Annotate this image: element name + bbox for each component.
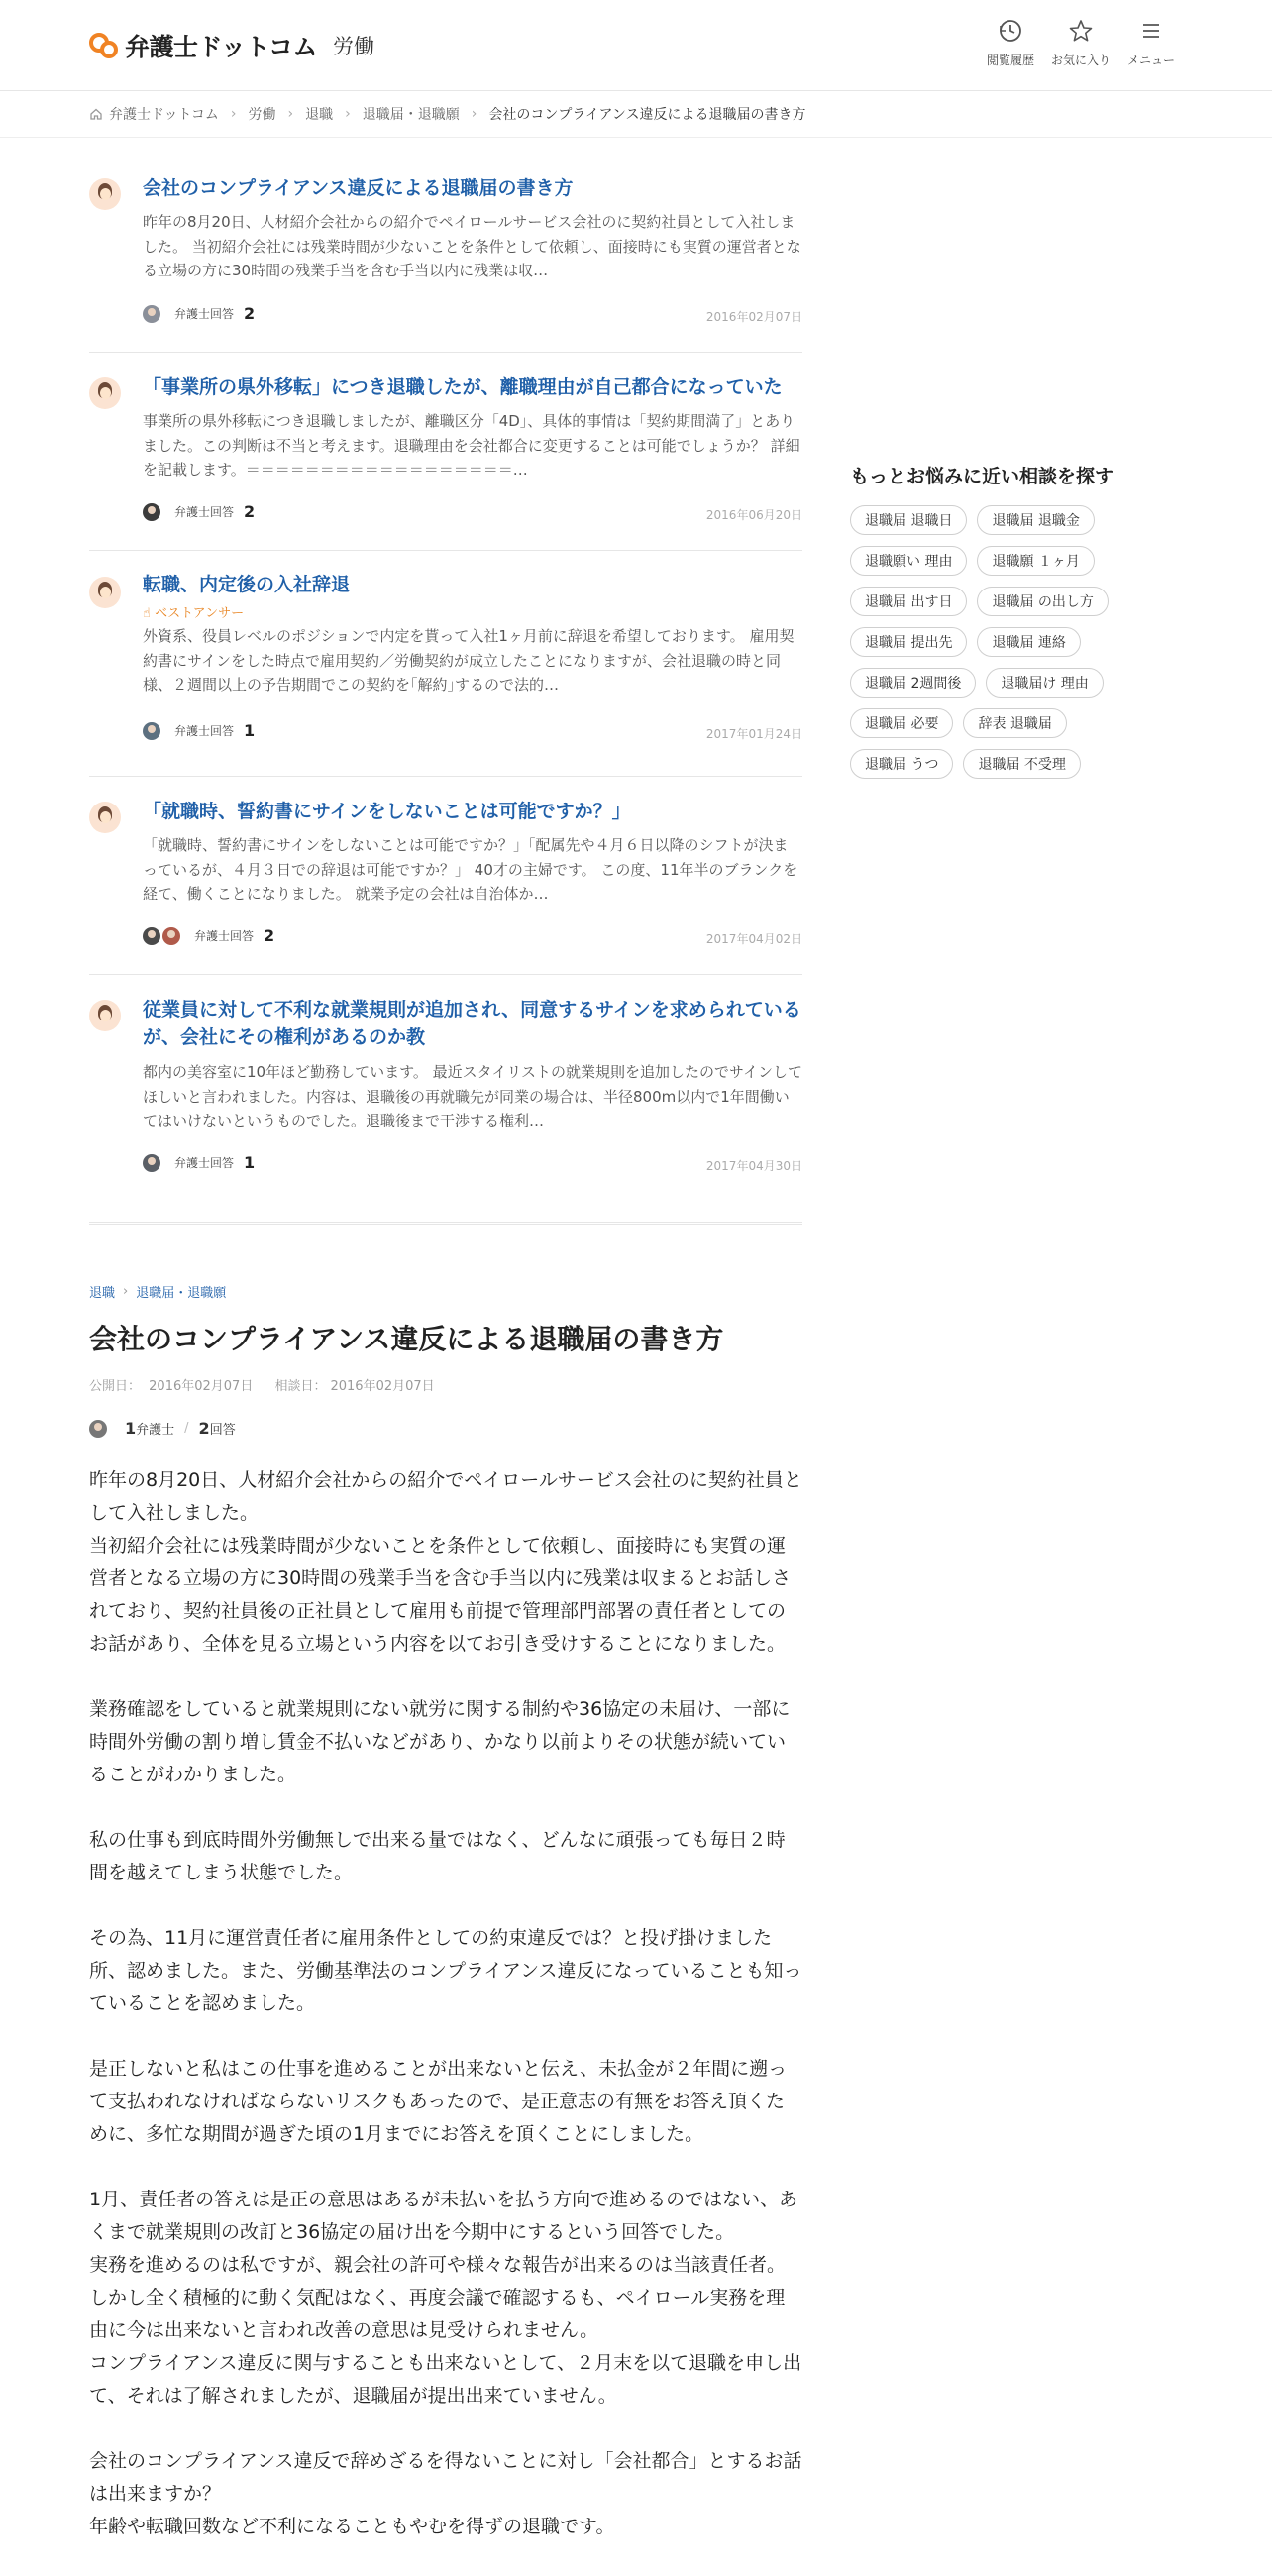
chevron-right-icon: ›	[123, 1284, 129, 1299]
thread-item[interactable]	[89, 551, 802, 777]
article-breadcrumb	[89, 1282, 226, 1301]
article-answer-summary	[89, 1419, 236, 1438]
thread-meta	[143, 304, 255, 323]
breadcrumb-resignation-letter[interactable]: 退職届・退職願	[362, 107, 460, 123]
tag-link[interactable]: 退職願い 理由	[850, 546, 967, 576]
article-category-retirement[interactable]: 退職	[89, 1286, 116, 1301]
answer-label: 弁護士回答	[174, 1156, 235, 1170]
thread-title[interactable]: 転職、内定後の入社辞退	[143, 574, 351, 595]
article-paragraph: 昨年の8月20日、人材紹介会社からの紹介でペイロールサービス会社のに契約社員として入社しました。 当初紹介会社には残業時間が少ないことを条件として依頼し、面接時にも実質の運営者となる立場の方に30時間の残業手当を含む手当以内に残業は収まるとお話しされており、契約社員後の正社員として雇用も前提で管理部門部署の責任者としてのお話があり、全体を見る立場という内容を以てお引き受けすることになりました。	[89, 1469, 802, 1655]
tag-link[interactable]: 辞表 退職届	[963, 708, 1066, 738]
article-paragraph: 私の仕事も到底時間外労働無しで出来る量ではなく、どんなに頑張っても毎日２時間を越えてしまう状態でした。	[89, 1829, 786, 1883]
thread-meta	[143, 1153, 255, 1172]
breadcrumb-retirement[interactable]: 退職	[305, 107, 334, 123]
history-label: 閲覧履歴	[986, 54, 1034, 67]
chevron-right-icon: ›	[471, 106, 477, 122]
thread-title[interactable]: 従業員に対して不利な就業規則が追加され、同意するサインを求められているが、会社にその権利があるのか教	[143, 999, 801, 1048]
lawyer-avatar	[162, 927, 180, 945]
thread-item[interactable]	[89, 777, 802, 975]
answer-label: 弁護士回答	[194, 929, 255, 943]
logo-text: 弁護士ドットコム	[125, 33, 318, 61]
thread-excerpt: 都内の美容室に10年ほど勤務しています。 最近スタイリストの就業規則を追加したのでサインしてほしいと言われました。内容は、退職後の再就職先が同業の場合は、半径800m以内で1年間働いてはいけないというものでした。退職後まで干渉する権利…	[143, 1063, 802, 1129]
answer-label: 弁護士回答	[174, 724, 235, 738]
thread-meta	[143, 721, 255, 740]
answer-count: 1	[244, 1153, 256, 1172]
tag-link[interactable]: 退職届 不受理	[963, 749, 1080, 779]
avatar	[89, 377, 121, 409]
thread-excerpt: 昨年の8月20日、人材紹介会社からの紹介でペイロールサービス会社のに契約社員として入社しました。 当初紹介会社には残業時間が少ないことを条件として依頼し、面接時にも実質の運営者となる立場の方に30時間の残業手当を含む手当以内に残業は収…	[143, 213, 801, 279]
thread-date: 2017年04月02日	[705, 932, 802, 946]
logo-category: 労働	[333, 35, 375, 58]
related-thread-list	[89, 164, 802, 1223]
best-answer-badge: ☝ ベストアンサー	[143, 606, 245, 621]
tag-link[interactable]: 退職届け 理由	[986, 668, 1103, 698]
answer-count: 2	[244, 304, 256, 323]
site-header	[0, 0, 1272, 91]
tag-link[interactable]: 退職届 提出先	[850, 627, 967, 657]
lawyer-count: 1	[125, 1419, 137, 1438]
answer-label: 回答	[209, 1423, 236, 1438]
thread-excerpt: 「就職時、誓約書にサインをしないことは可能ですか？」「配属先や４月６日以降のシフトが決まっているが、４月３日での辞退は可能ですか？」 40才の主婦です。 この度、11年半のブランクを経て、働くことになりました。 就業予定の会社は自治体か…	[143, 836, 798, 903]
tag-link[interactable]: 退職願 １ヶ月	[977, 546, 1094, 576]
thread-title[interactable]: 会社のコンプライアンス違反による退職届の書き方	[143, 177, 574, 199]
chevron-right-icon: ›	[230, 106, 237, 122]
answer-label: 弁護士回答	[174, 505, 235, 519]
answer-label: 弁護士回答	[174, 307, 235, 321]
consulted-date: 2016年02月07日	[330, 1379, 435, 1394]
tag-link[interactable]: 退職届 うつ	[850, 749, 953, 779]
avatar	[89, 577, 121, 608]
avatar	[89, 1000, 121, 1031]
thread-item[interactable]	[89, 975, 802, 1223]
breadcrumb-labor[interactable]: 労働	[248, 107, 276, 123]
menu-button[interactable]	[1107, 18, 1196, 68]
menu-icon	[1138, 18, 1164, 44]
related-search-title: もっとお悩みに近い相談を探す	[850, 466, 1114, 487]
thread-date: 2017年01月24日	[705, 727, 802, 741]
article-paragraph: 是正しないと私はこの仕事を進めることが出来ないと伝え、未払金が２年間に遡って支払われなければならないリスクもあったので、是正意志の有無をお答え頂くために、多忙な期間が過ぎた頃の1月までにお答えを頂くことにしました。	[89, 2058, 788, 2145]
thread-item[interactable]	[89, 164, 802, 353]
tag-link[interactable]: 退職届 連絡	[977, 627, 1080, 657]
menu-label: メニュー	[1126, 54, 1175, 67]
answer-count: 1	[244, 721, 256, 740]
published-label: 公開日：	[89, 1379, 142, 1394]
thread-date: 2016年02月07日	[705, 310, 802, 324]
tag-link[interactable]: 退職届 必要	[850, 708, 953, 738]
chevron-right-icon: ›	[345, 106, 351, 122]
thread-title[interactable]: 「事業所の県外移転」につき退職したが、離職理由が自己都合になっていた	[143, 376, 783, 398]
thread-excerpt: 外資系、役員レベルのポジションで内定を貰って入社1ヶ月前に辞退を希望しております。 雇用契約書にサインをした時点で雇用契約／労働契約が成立したことになりますが、会社退職の時と同様、２週間以上の予告期間でこの契約を｢解約｣するので法的…	[143, 627, 795, 694]
thread-item[interactable]	[89, 353, 802, 551]
favorites-label: お気に入り	[1050, 54, 1111, 67]
logo-icon	[89, 31, 119, 60]
thread-title[interactable]: 「就職時、誓約書にサインをしないことは可能ですか？」	[143, 801, 631, 822]
tag-link[interactable]: 退職届 退職金	[977, 505, 1094, 535]
breadcrumb	[89, 103, 806, 125]
tag-link[interactable]: 退職届 2週間後	[850, 668, 976, 698]
thread-excerpt: 事業所の県外移転につき退職しましたが、離職区分「4D」、具体的事情は「契約期間満了」とありました。この判断は不当と考えます。退職理由を会社都合に変更することは可能でしょうか？ 詳細を記載します。＝＝＝＝＝＝＝＝＝＝＝＝＝＝＝＝＝＝…	[143, 412, 800, 479]
lawyer-avatar	[143, 722, 160, 740]
tag-link[interactable]: 退職届 出す日	[850, 587, 967, 616]
chevron-right-icon: ›	[287, 106, 294, 122]
thread-date: 2016年06月20日	[705, 508, 802, 522]
avatar	[89, 802, 121, 833]
thread-meta	[143, 926, 274, 945]
section-divider	[89, 1224, 802, 1225]
article-paragraph: その為、11月に運営責任者に雇用条件としての約束違反では？と投げ掛けました所、認めました。また、労働基準法のコンプライアンス違反になっていることも知っていることを認めました。	[89, 1927, 802, 2014]
article-dates	[89, 1375, 439, 1394]
article-category-resignation[interactable]: 退職届・退職願	[136, 1286, 227, 1301]
lawyer-avatar	[143, 1154, 160, 1172]
lawyer-avatar	[89, 1420, 107, 1438]
avatar	[89, 178, 121, 210]
article-body	[89, 1464, 802, 2576]
breadcrumb-current: 会社のコンプライアンス違反による退職届の書き方	[488, 107, 806, 123]
article-title: 会社のコンプライアンス違反による退職届の書き方	[89, 1323, 724, 1355]
tag-link[interactable]: 退職届 退職日	[850, 505, 967, 535]
tag-link[interactable]: 退職届 の出し方	[977, 587, 1108, 616]
divider-slash: /	[184, 1421, 189, 1436]
published-date: 2016年02月07日	[149, 1379, 254, 1394]
article-paragraph: 会社のコンプライアンス違反で辞めざるを得ないことに対し「会社都合」とするお話は出来ますか？ 年齢や転職回数など不利になることもやむを得ずの退職です。	[89, 2450, 802, 2537]
answer-count: 2	[244, 502, 256, 521]
breadcrumb-divider	[0, 137, 1272, 138]
lawyer-avatar	[143, 305, 160, 323]
home-icon	[89, 107, 103, 121]
article-paragraph: 業務確認をしていると就業規則にない就労に関する制約や36協定の未届け、一部に時間外労働の割り増し賃金不払いなどがあり、かなり以前よりその状態が続いていることがわかりました。	[89, 1698, 791, 1785]
lawyer-label: 弁護士	[136, 1423, 175, 1438]
site-logo[interactable]	[89, 26, 374, 65]
thread-date: 2017年04月30日	[705, 1159, 802, 1173]
thumbs-up-icon: ☝	[143, 606, 156, 621]
related-tag-list	[850, 505, 1177, 779]
lawyer-avatar	[143, 927, 160, 945]
lawyer-avatar	[143, 503, 160, 521]
thread-meta	[143, 502, 255, 521]
answer-count: 2	[198, 1419, 210, 1438]
star-icon	[1068, 18, 1094, 44]
breadcrumb-home[interactable]: 弁護士ドットコム	[109, 107, 219, 123]
history-icon	[998, 18, 1023, 44]
answer-count: 2	[264, 926, 275, 945]
article-paragraph: 1月、責任者の答えは是正の意思はあるが未払いを払う方向で進めるのではない、あくまで就業規則の改訂と36協定の届け出を今期中にするという回答でした。 実務を進めるのは私ですが、親会社の許可や様々な報告が出来るのは当該責任者。 しかし全く積極的に動く気配はなく、再度会議で確認するも、ペイロール実務を理由に今は出来ないと言われ改善の意思は見受けられません。 コンプライアンス違反に関与することも出来ないとして、２月末を以て退職を申し出て、それは了解されましたが、退職届が提出出来ていません。	[89, 2189, 802, 2407]
consulted-label: 相談日：	[274, 1379, 327, 1394]
